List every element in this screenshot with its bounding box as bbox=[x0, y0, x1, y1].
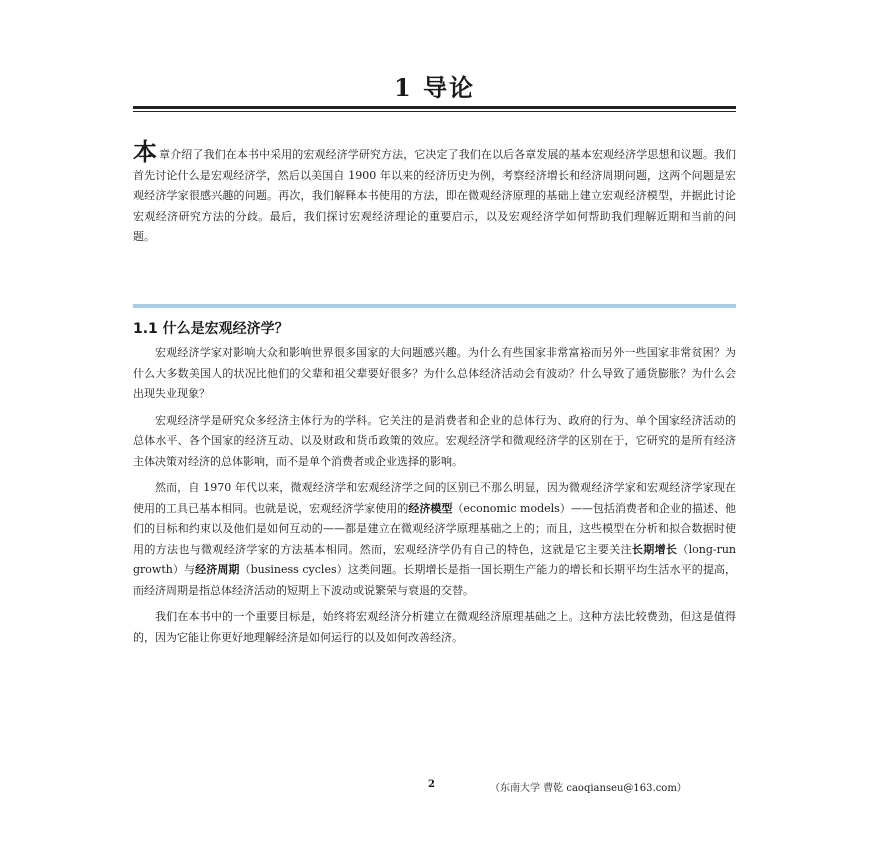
footer-note: （东南大学 曹乾 caoqianseu@163.com） bbox=[490, 783, 687, 794]
term-business-cycles: 经济周期 bbox=[195, 563, 240, 576]
paragraph-3-part-d: （business cycles）这类问题。长期增长是指一国长期生产能力的增长和长期平均生活水平的提高，而经济周期是指总体经济活动的短期上下波动或说繁荣与衰退的交替。 bbox=[133, 563, 737, 597]
paragraph-3-part-c: （long-run growth）与 bbox=[133, 542, 736, 576]
term-long-run-growth: 长期增长 bbox=[631, 542, 678, 556]
chapter-title: 1 导论 bbox=[393, 73, 476, 102]
paragraph-3 bbox=[133, 478, 736, 601]
title-rule-thick bbox=[133, 106, 736, 109]
term-economic-models: 经济模型 bbox=[408, 501, 453, 515]
intro-text: 章介绍了我们在本书中采用的宏观经济学研究方法，它决定了我们在以后各章发展的基本宏观经济学思想和议题。我们首先讨论什么是宏观经济学，然后以美国自 1900 年以来的经济历史为例，考察经济增长和经济周期问题，这两个问题是宏观经济学家很感兴趣的问题。再次，我们解释本书使用的方法，即在微观经济原理的基础上建立宏观经济模型，并据此讨论宏观经济研究方法的分歧。最后，我们探讨宏观经济理论的重要启示，以及宏观经济学如何帮助我们理解近期和当前的问题。 bbox=[133, 148, 737, 243]
chapter-intro bbox=[133, 137, 737, 248]
section-body bbox=[133, 343, 736, 654]
paragraph-3-part-a: 然而，自 1970 年代以来，微观经济学和宏观经济学之间的区别已不那么明显，因为微观经济学家和宏观经济学家现在使用的工具已基本相同。也就是说，宏观经济学家使用的 bbox=[133, 481, 736, 515]
section-heading: 1.1 什么是宏观经济学？ bbox=[133, 321, 289, 337]
title-rule-thin bbox=[133, 111, 736, 112]
section-divider bbox=[133, 304, 736, 308]
drop-cap: 本 bbox=[133, 137, 158, 166]
page-number: 2 bbox=[428, 779, 435, 790]
paragraph-2: 宏观经济学是研究众多经济主体行为的学科。它关注的是消费者和企业的总体行为、政府的行为、单个国家经济活动的总体水平、各个国家的经济互动、以及财政和货币政策的效应。宏观经济学和微观经济学的区别在于，它研究的是所有经济主体决策对经济的总体影响，而不是单个消费者或企业选择的影响。 bbox=[133, 413, 736, 468]
paragraph-4: 我们在本书中的一个重要目标是，始终将宏观经济分析建立在微观经济原理基础之上。这种方法比较费劲，但这是值得的，因为它能让你更好地理解经济是如何运行的以及如何改善经济。 bbox=[133, 610, 736, 644]
paragraph-1: 宏观经济学家对影响大众和影响世界很多国家的大问题感兴趣。为什么有些国家非常富裕而另外一些国家非常贫困？为什么大多数美国人的状况比他们的父辈和祖父辈要好很多？为什么总体经济活动会有波动？什么导致了通货膨胀？为什么会出现失业现象？ bbox=[133, 346, 736, 400]
paragraph-3-part-b: （economic models）——包括消费者和企业的描述、他们的目标和约束以及他们是如何互动的——都是建立在微观经济学原理基础之上的；而且，这些模型在分析和拟合数据时使用的方法也与微观经济学家的方法基本相同。然而，宏观经济学仍有自己的特色，这就是它主要关注 bbox=[133, 501, 737, 556]
